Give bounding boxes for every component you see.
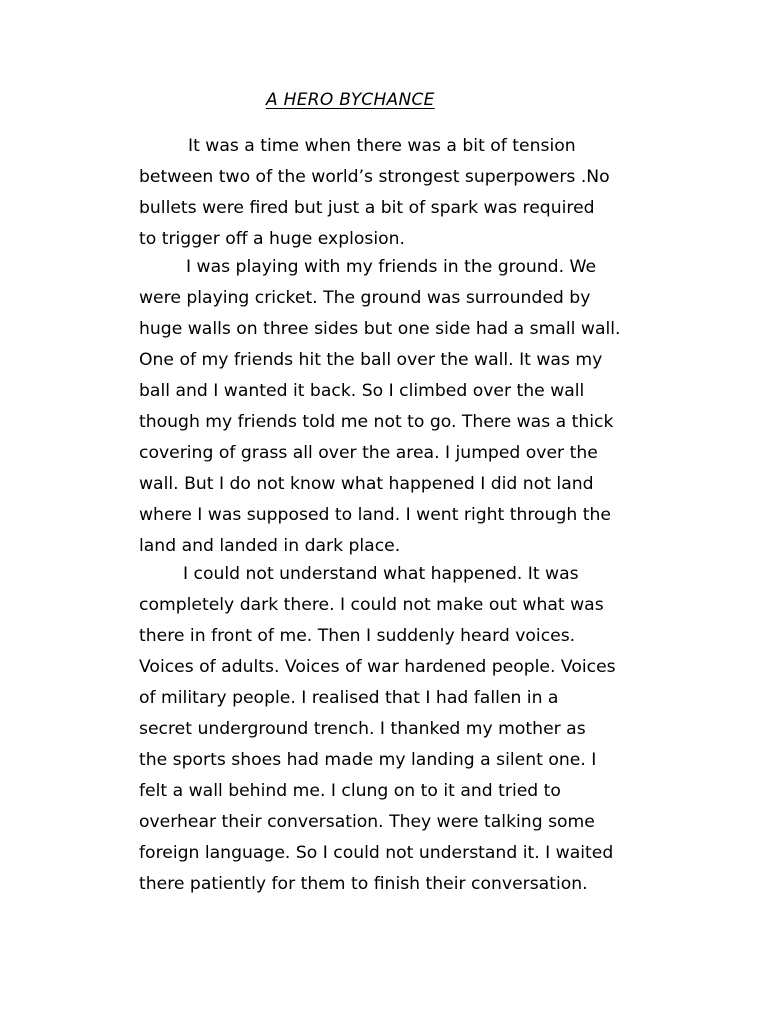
paragraph-3-line-10: foreign language. So I could not understand it. I waited	[139, 843, 614, 863]
paragraph-2-line-5: ball and I wanted it back. So I climbed over the wall	[139, 381, 585, 401]
paragraph-2-line-4: One of my friends hit the ball over the wall. It was my	[139, 350, 603, 370]
paragraph-3-line-6: secret underground trench. I thanked my mother as	[139, 719, 586, 739]
paragraph-1-line-3: bullets were fired but just a bit of spark was required	[139, 198, 595, 218]
paragraph-3-line-8: felt a wall behind me. I clung on to it and tried to	[139, 781, 561, 801]
paragraph-1-line-4: to trigger off a huge explosion.	[139, 229, 406, 249]
paragraph-3-line-4: Voices of adults. Voices of war hardened people. Voices	[139, 657, 616, 677]
paragraph-2-line-2: were playing cricket. The ground was surrounded by	[139, 288, 591, 308]
paragraph-3-line-2: completely dark there. I could not make out what was	[139, 595, 604, 615]
paragraph-3-line-11: there patiently for them to finish their conversation.	[139, 874, 588, 894]
paragraph-3-line-5: of military people. I realised that I had fallen in a	[139, 688, 559, 708]
paragraph-2-line-10: land and landed in dark place.	[139, 536, 401, 556]
paragraph-3-line-3: there in front of me. Then I suddenly heard voices.	[139, 626, 576, 646]
paragraph-2-line-9: where I was supposed to land. I went right through the	[139, 505, 611, 525]
paragraph-2-line-6: though my friends told me not to go. There was a thick	[139, 412, 614, 432]
document-title: A HERO BYCHANCE	[266, 90, 435, 110]
paragraph-1-line-1: It was a time when there was a bit of tension	[188, 136, 576, 156]
paragraph-2-line-3: huge walls on three sides but one side had a small wall.	[139, 319, 621, 339]
paragraph-1-line-2: between two of the world’s strongest superpowers .No	[139, 167, 610, 187]
paragraph-3-line-1: I could not understand what happened. It was	[183, 564, 579, 584]
paragraph-3-line-9: overhear their conversation. They were talking some	[139, 812, 595, 832]
paragraph-2-line-8: wall. But I do not know what happened I did not land	[139, 474, 594, 494]
paragraph-2-line-1: I was playing with my friends in the ground. We	[186, 257, 597, 277]
paragraph-3-line-7: the sports shoes had made my landing a silent one. I	[139, 750, 597, 770]
paragraph-2-line-7: covering of grass all over the area. I jumped over the	[139, 443, 598, 463]
